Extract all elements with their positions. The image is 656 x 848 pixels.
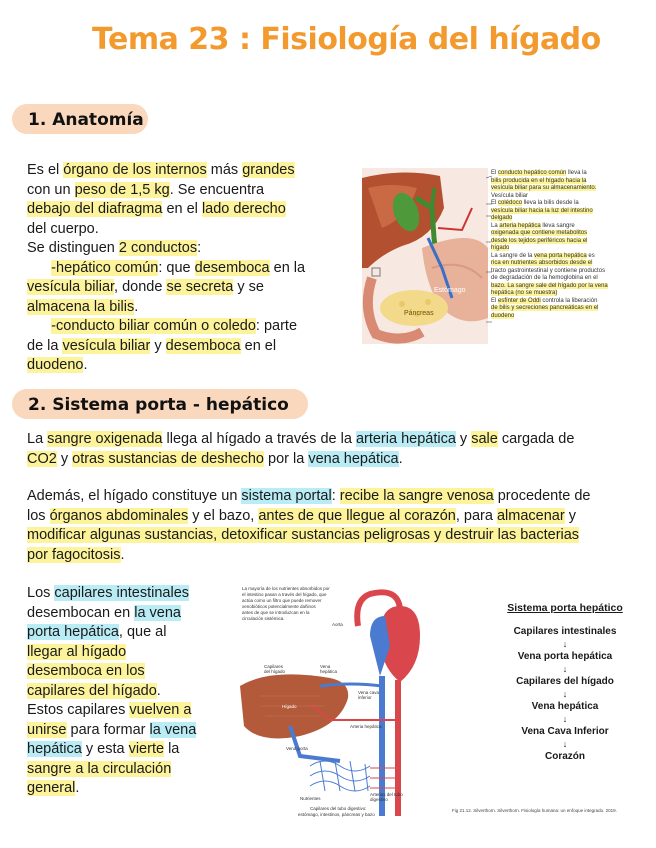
digestive-arteries-label-1: digestivo (370, 797, 388, 802)
highlighted-text: capilares intestinales (54, 585, 190, 601)
anatomy-line (27, 356, 357, 376)
highlighted-text: desemboca en los (27, 663, 145, 679)
text: , que al (118, 624, 167, 640)
anatomy-line (27, 259, 357, 279)
anatomy-caption-line (491, 223, 651, 231)
flow-step: Vena Cava Inferior (521, 726, 609, 737)
text: . Se encuentra (169, 181, 265, 198)
portal-p2-line (27, 546, 647, 566)
text: con un (27, 181, 75, 198)
arrow-down-icon: ↓ (562, 639, 568, 649)
anatomy-line (27, 161, 357, 181)
highlighted-text: vierte (128, 741, 165, 757)
anatomy-line (27, 298, 357, 318)
anatomy-caption-line (491, 245, 651, 253)
hepatic-vein-label-1: hepática (320, 669, 338, 674)
arrow-down-icon: ↓ (562, 689, 568, 699)
highlighted-text: hepática (27, 741, 82, 757)
section2-paragraph2 (27, 487, 647, 565)
text: La (27, 431, 48, 447)
highlighted-text: grandes (242, 162, 295, 178)
liver-capillaries-label-1: del hígado (264, 669, 286, 674)
text: El (491, 297, 499, 304)
arrow-down-icon: ↓ (562, 714, 568, 724)
flow-title: Sistema porta hepático (507, 602, 623, 614)
portal-vein-label: Vena porta (286, 746, 308, 751)
anatomy-caption-line (491, 260, 651, 268)
portal-diagram-svg (230, 586, 460, 818)
anatomy-line (27, 337, 357, 357)
highlighted-text: vena hepática (308, 450, 399, 467)
highlighted-text: bazo. La sangre sale del hígado por la vena (491, 282, 608, 289)
text: del cuerpo. (27, 220, 99, 237)
anatomy-caption-line (491, 313, 651, 321)
digestive-arteries-label-0: Arterias del tubo (370, 792, 403, 797)
liver-label: Hígado (282, 704, 297, 709)
vena-cava-label-0: Vena cava (358, 690, 380, 695)
anatomy-illustration (362, 168, 488, 344)
hepatic-artery-label: Arteria hepática (350, 724, 382, 729)
text: y esta (81, 741, 129, 757)
anatomy-caption-line (491, 170, 651, 178)
portal-p3-line (27, 701, 227, 721)
portal-p3-line (27, 662, 227, 682)
highlighted-text: hepática (no se muestra) (491, 290, 558, 296)
anatomy-caption-line (491, 298, 651, 306)
stomach-label: Estómago (434, 287, 466, 294)
text: . (83, 357, 88, 373)
flow-step: Corazón (545, 751, 585, 762)
text: desembocan en (27, 604, 135, 621)
highlighted-text: llegar al hígado (27, 643, 127, 660)
portal-p3-line (27, 779, 227, 799)
highlighted-text: 2 conductos (118, 240, 198, 256)
highlighted-text: recibe la sangre venosa (339, 488, 494, 504)
highlighted-text: sale (471, 431, 498, 447)
arrow-down-icon: ↓ (562, 664, 568, 674)
anatomy-caption-line (491, 275, 651, 283)
highlighted-text: hígado (491, 245, 510, 251)
highlighted-text: por fagocitosis (27, 546, 121, 563)
text: lleva la (566, 170, 587, 176)
highlighted-text: general (27, 780, 76, 796)
text: Estos capilares (27, 702, 130, 718)
anatomy-caption-line (491, 215, 651, 223)
anatomy-figure (362, 168, 488, 344)
portal-p3-line (27, 604, 227, 624)
highlighted-text: sistema portal (241, 488, 332, 504)
text: : (197, 240, 202, 256)
vena-cava-label-1: inferior (358, 695, 372, 700)
portal-circulation-diagram (230, 586, 460, 818)
text: Los (27, 585, 55, 601)
anatomy-line (27, 317, 357, 337)
text: y (150, 337, 166, 354)
diagram-top-caption-1: el intestino pasan a través del hígado, que (242, 592, 327, 597)
diagram-top-caption-0: La mayoría de los nutrientes absorbidos por (242, 586, 330, 591)
text: para formar (66, 721, 150, 738)
highlighted-text: delgado (491, 215, 513, 221)
highlighted-text: conducto hepático común (498, 170, 567, 176)
anatomy-caption-line (491, 178, 651, 186)
highlighted-text: vesícula biliar (27, 279, 115, 295)
portal-p1-line (27, 450, 647, 470)
bottom-caption-0: Capilares del tubo digestivo: (310, 806, 367, 811)
highlighted-text: debajo del diafragma (27, 201, 163, 217)
anatomy-line (27, 239, 357, 259)
portal-p3-line (27, 760, 227, 780)
text: en la (269, 259, 306, 276)
text (27, 318, 51, 334)
anatomy-caption-line (491, 305, 651, 313)
portal-p3-line (27, 721, 227, 741)
highlighted-text: -conducto biliar común o coledo (51, 318, 256, 334)
text: controla la liberación (540, 297, 598, 304)
highlighted-text: antes de que llegue al corazón (258, 507, 456, 524)
anatomy-caption-line (491, 283, 651, 291)
portal-p3-line (27, 682, 227, 702)
figure-credit: Fig 21.12. Silverthorn. Silverthorn. Fisiología humana: un enfoque integrado. 2019. (452, 808, 617, 813)
text: : parte (255, 318, 298, 334)
anatomy-line (27, 278, 357, 298)
portal-p2-line (27, 507, 647, 527)
text: . (75, 780, 80, 796)
portal-p3-line (27, 623, 227, 643)
highlighted-text: esfínter de Oddi (498, 297, 541, 304)
highlighted-text: sangre a la circulación (27, 760, 172, 777)
text: por la (263, 450, 309, 467)
highlighted-text: la vena (149, 721, 197, 738)
flow-step: Capilares intestinales (513, 626, 617, 637)
anatomy-caption-line (491, 238, 651, 246)
section1-text (27, 161, 357, 376)
highlighted-text: sangre oxigenada (47, 431, 163, 447)
portal-p2-line (27, 487, 647, 507)
text: en el (162, 201, 202, 217)
highlighted-text: bilis producida en el hígado hacia la (491, 177, 587, 184)
text: y (564, 507, 576, 524)
anatomy-caption-line (491, 193, 651, 201)
highlighted-text: vesícula biliar para su almacenamiento. (491, 185, 597, 191)
highlighted-text: se secreta (166, 279, 234, 295)
text: : que (158, 259, 195, 276)
highlighted-text: arteria hepática (499, 222, 541, 229)
diagram-top-caption-2: actúa como un filtro que puede remover (242, 598, 322, 603)
highlighted-text: oxigenada que contiene metabolitos (491, 230, 588, 236)
text: procedente de (493, 488, 591, 504)
anatomy-line (27, 220, 357, 240)
flow-step: Vena hepática (531, 701, 599, 712)
section2-paragraph3 (27, 584, 227, 799)
highlighted-text: otras sustancias de deshecho (72, 450, 264, 467)
text: más (206, 162, 243, 178)
portal-p1-line (27, 430, 647, 450)
highlighted-text: unirse (27, 721, 67, 738)
text: y (56, 450, 73, 467)
anatomy-caption-line (491, 268, 651, 276)
text: , donde (114, 279, 167, 295)
text: lleva la bilis desde la (522, 200, 579, 206)
text: El (491, 170, 499, 176)
text: lleva sangre (540, 222, 575, 229)
text: . (134, 298, 139, 315)
section2-heading: 2. Sistema porta - hepático (28, 395, 289, 415)
text: . (156, 682, 161, 699)
page-title: Tema 23 : Fisiología del hígado (92, 22, 601, 57)
pancreas-label: Páncreas (404, 310, 434, 317)
nutrients-label: Nutrientes (300, 796, 321, 801)
highlighted-text: vena porta hepática (534, 252, 587, 259)
highlighted-text: capilares del hígado (27, 682, 157, 699)
anatomy-line (27, 200, 357, 220)
anatomy-caption-line (491, 230, 651, 238)
flow-steps (490, 626, 640, 762)
highlighted-text: rica en nutrientes absorbidos desde el (491, 260, 593, 266)
highlighted-text: órgano de los internos (63, 162, 207, 178)
anatomy-caption-line (491, 185, 651, 193)
text: y se (233, 279, 264, 295)
text: llega al hígado a través de la (162, 431, 356, 447)
highlighted-text: duodeno (491, 312, 515, 319)
hepatic-vein-label-0: Vena (320, 664, 331, 669)
text: cargada de (497, 431, 575, 447)
highlighted-text: -hepático común (51, 259, 159, 276)
highlighted-text: la vena (134, 604, 181, 621)
flow-step: Capilares del hígado (516, 676, 614, 687)
highlighted-text: almacenar (496, 507, 565, 524)
liver-capillaries-label-0: Capilares (264, 664, 284, 669)
anatomy-caption-line (491, 290, 651, 298)
text: es (586, 252, 595, 259)
highlighted-text: colédoco (498, 200, 523, 206)
highlighted-text: vesícula biliar hacia la luz del intestino (491, 207, 593, 214)
highlighted-text: desemboca (194, 259, 270, 276)
text: : (331, 488, 340, 504)
anatomy-caption-line (491, 208, 651, 216)
highlighted-text: almacena la bilis (27, 298, 135, 315)
text: tracto gastrointestinal y contiene productos (491, 267, 606, 274)
portal-p3-line (27, 740, 227, 760)
anatomy-caption-line (491, 253, 651, 261)
highlighted-text: desde los tejidos periféricos hacia el (491, 237, 588, 244)
highlighted-text: órganos abdominales (49, 507, 189, 524)
highlighted-text: peso de 1,5 kg (74, 181, 170, 198)
highlighted-text: arteria hepática (355, 431, 456, 447)
portal-flow (490, 602, 640, 762)
text: Se distinguen (27, 240, 119, 256)
highlighted-text: vuelven a (129, 702, 192, 718)
section2-paragraph1 (27, 430, 647, 469)
portal-p3-line (27, 643, 227, 663)
text: Es el (27, 162, 64, 178)
text: . (398, 450, 403, 467)
arrow-down-icon: ↓ (562, 739, 568, 749)
section1-heading: 1. Anatomía (28, 110, 144, 130)
aorta-label: Aorta (332, 622, 343, 627)
text: y (455, 431, 472, 447)
portal-p3-line (27, 584, 227, 604)
highlighted-text: CO2 (27, 450, 57, 467)
text: La (491, 222, 500, 229)
text: los (27, 507, 50, 524)
text: El (491, 200, 499, 206)
text: Vesícula biliar (491, 192, 529, 199)
text: en el (240, 337, 277, 354)
highlighted-text: desemboca (165, 337, 241, 354)
text (27, 260, 51, 276)
text: . (120, 546, 125, 563)
anatomy-line (27, 181, 357, 201)
highlighted-text: de bilis y secreciones pancreáticas en el (491, 305, 599, 311)
highlighted-text: vesícula biliar (62, 337, 151, 354)
anatomy-captions (491, 170, 651, 320)
portal-p2-line (27, 526, 647, 546)
anatomy-caption-line (491, 200, 651, 208)
flow-step: Vena porta hepática (517, 651, 613, 662)
text: , para (455, 507, 497, 524)
text: de la (27, 337, 63, 354)
highlighted-text: duodeno (27, 357, 84, 373)
diagram-top-caption-3: xenobióticos potencialmente dañinos (242, 604, 316, 609)
highlighted-text: lado derecho (201, 201, 286, 217)
highlighted-text: modificar algunas sustancias, detoxificar sustancias peligrosas y destruir las bacterias (27, 527, 580, 543)
text: La sangre de la (491, 252, 535, 259)
text: de degradación de la hemoglobina en el (491, 275, 598, 281)
text: la (164, 741, 180, 757)
highlighted-text: porta hepática (27, 624, 119, 640)
text: Además, el hígado constituye un (27, 488, 242, 504)
text: y el bazo, (188, 507, 259, 524)
bottom-caption-1: estómago, intestinos, páncreas y bazo (298, 812, 375, 817)
diagram-top-caption-5: circulación sistémica. (242, 616, 285, 621)
diagram-top-caption-4: antes de que se introduzcan en la (242, 610, 310, 615)
